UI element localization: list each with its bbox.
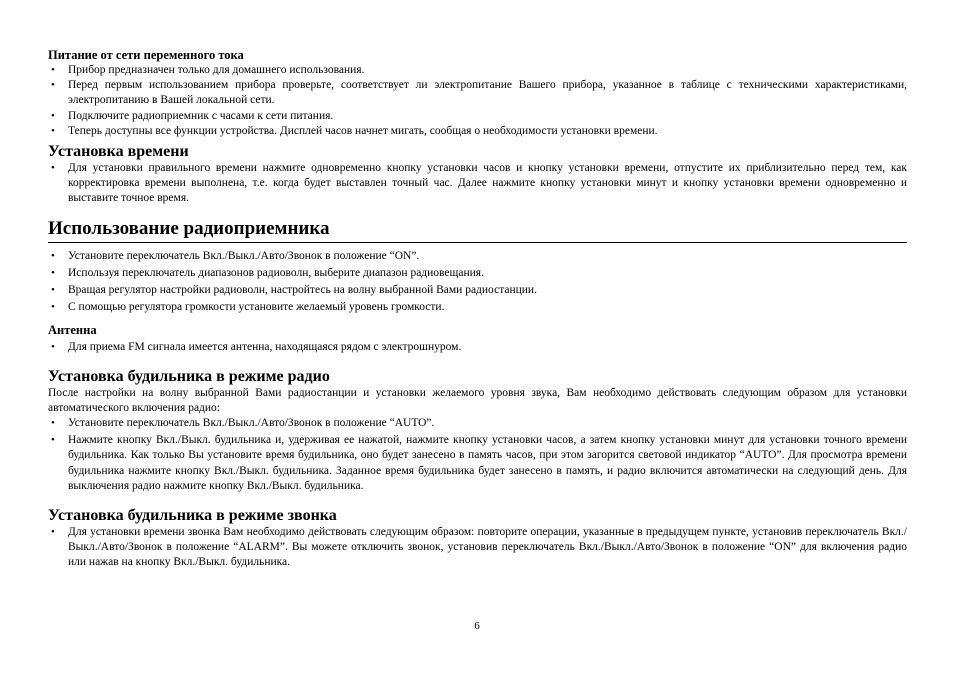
- section-radio-alarm: [48, 367, 907, 494]
- list-item: [48, 109, 907, 124]
- bullet-icon: •: [51, 526, 55, 539]
- bullet-icon: •: [51, 284, 55, 297]
- bullet-icon: •: [51, 64, 55, 76]
- list-item: [48, 433, 907, 494]
- list-item: [48, 161, 907, 207]
- list-item-text: Подключите радиоприемник с часами к сети питания.: [68, 109, 334, 122]
- section-intro: После настройки на волну выбранной Вами радиостанции и установки желаемого уровня звука, Вам необходимо действовать следующим образом для установки автоматического включения радио:: [48, 386, 907, 414]
- section-heading: Установка будильника в режиме радио: [48, 367, 330, 385]
- list-item-text: Для установки времени звонка Вам необходимо действовать следующим образом: повторите операции, указанные в предыдущем пункте, установив переключатель Вкл./Выкл./Авто/Звонок в положение “ALARM”. Вы можете отключить звонок, установив переключатель Вкл./Выкл./Авто/Звонок в положение “ON” для включения радио или нажав на кнопку Вкл./Выкл. будильника.: [68, 526, 907, 569]
- section-antenna: [48, 323, 907, 355]
- section-heading: Установка времени: [48, 143, 189, 161]
- list-item-text: Вращая регулятор настройки радиоволн, настройтесь на волну выбранной Вами радиостанции.: [68, 284, 537, 297]
- bullet-icon: •: [51, 79, 55, 92]
- list-item: [48, 340, 907, 355]
- bullet-icon: •: [51, 109, 55, 122]
- list-item-text: Установите переключатель Вкл./Выкл./Авто/Звонок в положение “AUTO”.: [68, 417, 435, 430]
- list-item: [48, 124, 907, 139]
- bullet-list: [48, 249, 907, 316]
- list-item-text: Нажмите кнопку Вкл./Выкл. будильника и, удерживая ее нажатой, нажмите кнопку установки часов, а затем кнопку установки минут для установки точного времени будильника. Как только Вы установите время будильника, оно будет занесено в память часов, при этом загорится световой индикатор “AUTO”. Для просмотра времени будильника нажмите кнопку Вкл./Выкл. будильника. Заданное время будильника будет занесено в память, и радио включится автоматически на следующий день. Для выключения радио нажмите кнопку Вкл./Выкл. будильника.: [68, 434, 907, 492]
- list-item: [48, 78, 907, 108]
- section-heading: Использование радиоприемника: [48, 217, 330, 239]
- bullet-list: [48, 63, 907, 139]
- bullet-icon: •: [51, 266, 55, 279]
- list-item-text: С помощью регулятора громкости установите желаемый уровень громкости.: [68, 301, 445, 314]
- bullet-icon: •: [51, 434, 55, 447]
- list-item: [48, 416, 907, 431]
- list-item-text: Перед первым использованием прибора проверьте, соответствует ли электропитание Вашего прибора, указанное в таблице с техническими характеристиками, электропитанию в Вашей локальной сети.: [68, 79, 907, 107]
- bullet-list: [48, 416, 907, 494]
- list-item-text: Для приема FM сигнала имеется антенна, находящаяся рядом с электрошнуром.: [68, 341, 462, 354]
- list-item-text: Для установки правильного времени нажмите одновременно кнопку установки часов и кнопку установки времени, отпустите их приблизительно перед тем, как корректировка времени выполнена, т.е. когда будет выставлен точный час. Далее нажмите кнопку установки минут и кнопку установки времени одновременно и выставите точное время.: [68, 162, 907, 205]
- list-item: [48, 283, 907, 298]
- heading-divider: [48, 242, 907, 243]
- section-radio-usage: [48, 218, 907, 316]
- list-item: [48, 63, 907, 78]
- list-item-text: Используя переключатель диапазонов радиоволн, выберите диапазон радиовещания.: [68, 266, 484, 279]
- bullet-icon: •: [51, 162, 55, 175]
- bullet-icon: •: [51, 249, 55, 262]
- bullet-icon: •: [51, 301, 55, 314]
- list-item-text: Прибор предназначен только для домашнего использования.: [68, 64, 365, 76]
- section-heading: Питание от сети переменного тока: [48, 48, 244, 62]
- section-time-setting: [48, 142, 907, 207]
- bullet-list: [48, 525, 907, 571]
- list-item: [48, 266, 907, 281]
- document-page: [48, 48, 907, 571]
- bullet-list: [48, 161, 907, 207]
- list-item-text: Теперь доступны все функции устройства. Дисплей часов начнет мигать, сообщая о необходимости установки времени.: [68, 124, 658, 137]
- page-number: 6: [474, 620, 480, 632]
- bullet-icon: •: [51, 417, 55, 430]
- bullet-icon: •: [51, 124, 55, 137]
- bullet-list: [48, 340, 907, 355]
- bullet-icon: •: [51, 341, 55, 354]
- list-item: [48, 525, 907, 571]
- list-item-text: Установите переключатель Вкл./Выкл./Авто/Звонок в положение “ON”.: [68, 249, 420, 262]
- list-item: [48, 300, 907, 315]
- section-buzzer-alarm: [48, 506, 907, 571]
- list-item: [48, 249, 907, 264]
- section-heading: Установка будильника в режиме звонка: [48, 507, 337, 525]
- section-power: [48, 48, 907, 139]
- section-heading: Антенна: [48, 323, 97, 338]
